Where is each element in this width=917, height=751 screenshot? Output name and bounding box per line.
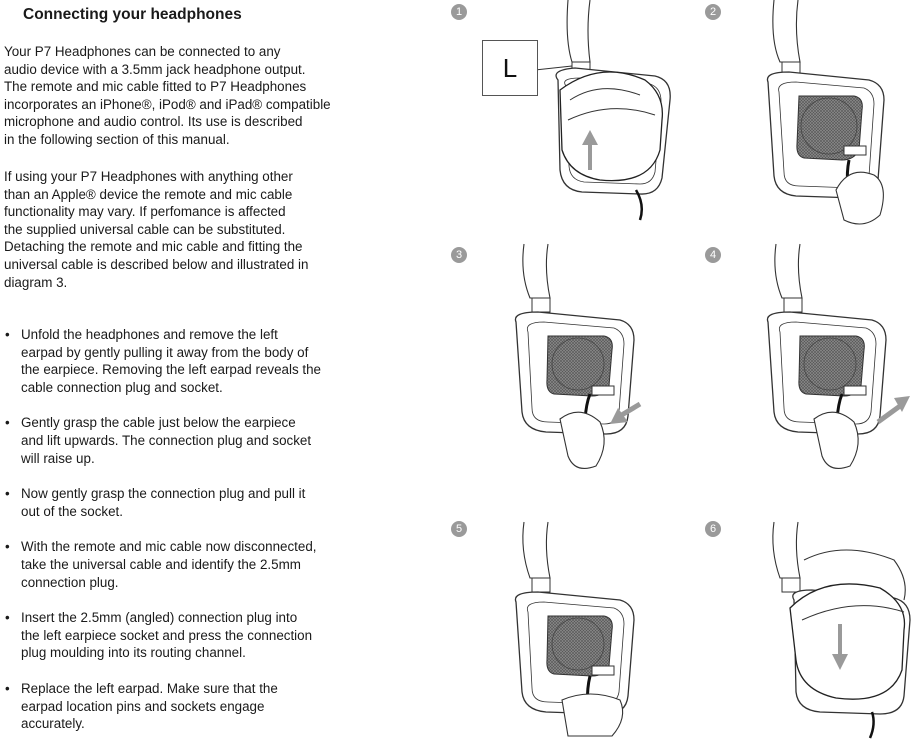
- instruction-line: take the universal cable and identify the 2.5mm: [21, 556, 301, 572]
- instruction-line: Unfold the headphones and remove the left: [21, 327, 278, 342]
- instruction-line: connection plug.: [21, 574, 119, 590]
- intro-1-line: incorporates an iPhone®, iPod® and iPad® compatible: [4, 96, 331, 112]
- step-number-badge: 6: [705, 521, 721, 537]
- intro-paragraph-2: [4, 168, 354, 291]
- instruction-line: Now gently grasp the connection plug and pull it: [21, 486, 306, 502]
- instruction-line: accurately.: [21, 716, 85, 732]
- figure-step-4: [704, 244, 917, 484]
- intro-2-line: universal cable is described below and illustrated in: [4, 256, 309, 272]
- instruction-item: [0, 485, 360, 520]
- instruction-line: earpad location pins and sockets engage: [21, 698, 265, 714]
- bullet-dot: •: [5, 680, 10, 696]
- intro-1-line: Your P7 Headphones can be connected to any: [4, 44, 281, 59]
- intro-2-line: If using your P7 Headphones with anything other: [4, 169, 293, 184]
- instruction-list: [0, 326, 360, 751]
- instruction-item: [0, 414, 360, 467]
- bullet-dot: •: [5, 610, 10, 626]
- intro-1-line: in the following section of this manual.: [4, 131, 230, 147]
- instruction-line: earpad by gently pulling it away from the body of: [21, 344, 309, 360]
- intro-1-line: audio device with a 3.5mm jack headphone output.: [4, 61, 306, 77]
- bullet-dot: •: [5, 327, 10, 342]
- figure-step-5: [450, 500, 680, 740]
- headphone-illustration-1: [450, 0, 680, 240]
- instruction-item: [0, 326, 360, 396]
- instruction-line: will raise up.: [21, 450, 95, 466]
- headphone-illustration-5: [450, 500, 680, 740]
- figure-step-6: [704, 500, 917, 740]
- left-side-label: L: [482, 40, 538, 96]
- instruction-line: the left earpiece socket and press the connection: [21, 627, 313, 643]
- intro-2-line: functionality may vary. If perfomance is affected: [4, 204, 286, 220]
- instruction-line: Replace the left earpad. Make sure that the: [21, 680, 278, 696]
- intro-paragraph-1: [4, 43, 354, 149]
- instruction-item: [0, 609, 360, 662]
- intro-2-line: than an Apple® device the remote and mic cable: [4, 186, 293, 202]
- intro-1-line: microphone and audio control. Its use is described: [4, 114, 303, 130]
- headphone-illustration-3: [450, 244, 680, 484]
- instruction-line: Gently grasp the cable just below the earpiece: [21, 415, 296, 431]
- headphone-illustration-6: [704, 500, 917, 740]
- step-number-badge: 1: [451, 4, 467, 20]
- instruction-line: plug moulding into its routing channel.: [21, 645, 246, 661]
- headphone-illustration-2: [704, 0, 917, 240]
- step-number-badge: 2: [705, 4, 721, 20]
- instruction-item: [0, 538, 360, 591]
- step-number-badge: 3: [451, 247, 467, 263]
- figure-step-1: [450, 0, 680, 240]
- intro-2-line: diagram 3.: [4, 274, 68, 290]
- intro-2-line: the supplied universal cable can be substituted.: [4, 221, 286, 237]
- instruction-item: [0, 680, 360, 733]
- bullet-dot: •: [5, 539, 10, 555]
- instruction-line: With the remote and mic cable now disconnected,: [21, 539, 317, 555]
- instruction-line: the earpiece. Removing the left earpad reveals the: [21, 362, 321, 378]
- bullet-dot: •: [5, 486, 10, 502]
- instruction-line: Insert the 2.5mm (angled) connection plug into: [21, 610, 298, 626]
- step-number-badge: 5: [451, 521, 467, 537]
- instruction-line: cable connection plug and socket.: [21, 379, 223, 395]
- intro-1-line: The remote and mic cable fitted to P7 Headphones: [4, 79, 307, 95]
- step-number-badge: 4: [705, 247, 721, 263]
- headphone-illustration-4: [704, 244, 917, 484]
- figure-step-3: [450, 244, 680, 484]
- page-title: Connecting your headphones: [23, 6, 242, 23]
- instruction-line: out of the socket.: [21, 503, 123, 519]
- instruction-line: and lift upwards. The connection plug and socket: [21, 432, 312, 448]
- bullet-dot: •: [5, 415, 10, 431]
- intro-2-line: Detaching the remote and mic cable and fitting the: [4, 239, 303, 255]
- figure-step-2: [704, 0, 917, 240]
